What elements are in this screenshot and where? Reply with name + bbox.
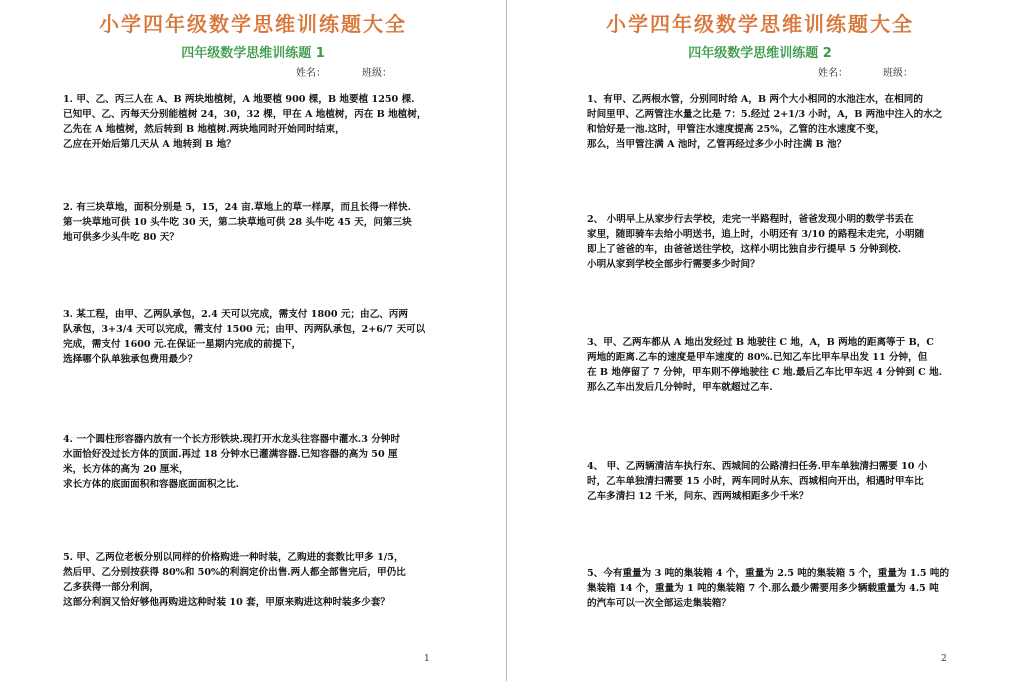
- problem-line: 小明从家到学校全部步行需要多少时间？: [587, 259, 760, 270]
- problem-line: 5、今有重量为 3 吨的集装箱 4 个，重量为 2.5 吨的集装箱 5 个，重量为 1.5 吨的: [587, 568, 950, 579]
- problem-line: 第一块草地可供 10 头牛吃 30 天，第二块草地可供 28 头牛吃 45 天，问第三块: [63, 217, 412, 228]
- problem-4: [63, 432, 400, 492]
- problem-line: 米，长方体的高为 20 厘米，: [63, 464, 189, 475]
- problem-3: [63, 307, 425, 367]
- problem-1: [587, 92, 942, 152]
- problem-line: 3. 某工程，由甲、乙两队承包，2.4 天可以完成，需支付 1800 元；由乙、丙两: [63, 309, 408, 320]
- problem-line: 的汽车可以一次全部运走集装箱？: [587, 598, 731, 609]
- worksheet-page-1: [0, 0, 506, 681]
- problem-line: 2. 有三块草地，面积分别是 5，15，24 亩.草地上的草一样厚，而且长得一样快.: [63, 202, 411, 213]
- problem-line: 1、有甲、乙两根水管，分别同时给 A，B 两个大小相同的水池注水，在相同的: [587, 94, 923, 105]
- problem-line: 求长方体的底面面积和容器底面面积之比.: [63, 479, 240, 490]
- problem-line: 时间里甲、乙两管注水量之比是 7：5.经过 2+1/3 小时，A，B 两池中注入的水之: [587, 109, 943, 120]
- problem-line: 乙多获得一部分利润，: [63, 582, 159, 593]
- name-label: 姓名：: [296, 68, 326, 79]
- class-label: 班级：: [362, 68, 392, 79]
- problem-line: 家里，随即骑车去给小明送书，追上时，小明还有 3/10 的路程未走完，小明随: [587, 229, 925, 240]
- problem-line: 3、甲、乙两车都从 A 地出发经过 B 地驶往 C 地，A，B 两地的距离等于 B，C: [587, 337, 934, 348]
- problem-5: [63, 550, 406, 610]
- problem-2: [587, 212, 924, 272]
- problem-line: 2、 小明早上从家步行去学校，走完一半路程时，爸爸发现小明的数学书丢在: [587, 214, 914, 225]
- problem-line: 选择哪个队单独承包费用最少？: [63, 354, 198, 365]
- problem-line: 那么乙车出发后几分钟时，甲车就超过乙车.: [587, 382, 773, 393]
- problem-line: 4. 一个圆柱形容器内放有一个长方形铁块.现打开水龙头往容器中灌水.3 分钟时: [63, 434, 401, 445]
- problem-4: [587, 459, 927, 504]
- problem-line: 地可供多少头牛吃 80 天？: [63, 232, 179, 243]
- problem-line: 即上了爸爸的车，由爸爸送往学校，这样小明比独自步行提早 5 分钟到校.: [587, 244, 902, 255]
- problem-line: 已知甲、乙、丙每天分别能植树 24，30，32 棵，甲在 A 地植树，丙在 B 地植树，: [63, 109, 427, 120]
- problem-line: 然后甲、乙分别按获得 80%和 50%的利润定价出售.两人都全部售完后，甲仍比: [63, 567, 406, 578]
- worksheet-subtitle: 四年级数学思维训练题 2: [688, 46, 832, 61]
- worksheet-page-2: [507, 0, 1013, 681]
- problem-3: [587, 335, 942, 395]
- problem-line: 和恰好是一池.这时，甲管注水速度提高 25%，乙管的注水速度不变，: [587, 124, 885, 135]
- problem-line: 两地的距离.乙车的速度是甲车速度的 80%.已知乙车比甲车早出发 11 分钟，但: [587, 352, 928, 363]
- page-number: 1: [424, 654, 430, 664]
- page-number: 2: [941, 654, 947, 664]
- problem-line: 乙应在开始后第几天从 A 地转到 B 地？: [63, 139, 236, 150]
- problem-line: 这部分利润又恰好够他再购进这种时装 10 套，甲原来购进这种时装多少套？: [63, 597, 391, 608]
- main-title: 小学四年级数学思维训练题大全: [606, 12, 914, 36]
- problem-line: 4、 甲、乙两辆清洁车执行东、西城间的公路清扫任务.甲车单独清扫需要 10 小: [587, 461, 928, 472]
- problem-line: 乙先在 A 地植树，然后转到 B 地植树.两块地同时开始同时结束，: [63, 124, 345, 135]
- problem-line: 那么，当甲管注满 A 池时，乙管再经过多少小时注满 B 池？: [587, 139, 847, 150]
- main-title: 小学四年级数学思维训练题大全: [99, 12, 407, 36]
- problem-line: 时，乙车单独清扫需要 15 小时，两车同时从东、西城相向开出，相遇时甲车比: [587, 476, 924, 487]
- class-label: 班级：: [883, 68, 913, 79]
- name-label: 姓名：: [818, 68, 848, 79]
- problem-1: [63, 92, 426, 152]
- problem-line: 水面恰好没过长方体的顶面.再过 18 分钟水已灌满容器.已知容器的高为 50 厘: [63, 449, 398, 460]
- problem-line: 乙车多清扫 12 千米，问东、西两城相距多少千米？: [587, 491, 809, 502]
- problem-line: 在 B 地停留了 7 分钟，甲车则不停地驶往 C 地.最后乙车比甲车迟 4 分钟到 C 地.: [587, 367, 943, 378]
- problem-line: 1. 甲、乙、丙三人在 A、B 两块地植树，A 地要植 900 棵，B 地要植 1250 棵.: [63, 94, 415, 105]
- problem-2: [63, 200, 412, 245]
- worksheet-subtitle: 四年级数学思维训练题 1: [181, 46, 325, 61]
- problem-5: [587, 566, 949, 611]
- problem-line: 队承包，3+3/4 天可以完成，需支付 1500 元；由甲、丙两队承包，2+6/7 天可以: [63, 324, 426, 335]
- problem-line: 完成，需支付 1600 元.在保证一星期内完成的前提下，: [63, 339, 302, 350]
- problem-line: 集装箱 14 个，重量为 1 吨的集装箱 7 个.那么最少需要用多少辆载重量为 4.5 吨: [587, 583, 939, 594]
- problem-line: 5. 甲、乙两位老板分别以同样的价格购进一种时装，乙购进的套数比甲多 1/5，: [63, 552, 404, 563]
